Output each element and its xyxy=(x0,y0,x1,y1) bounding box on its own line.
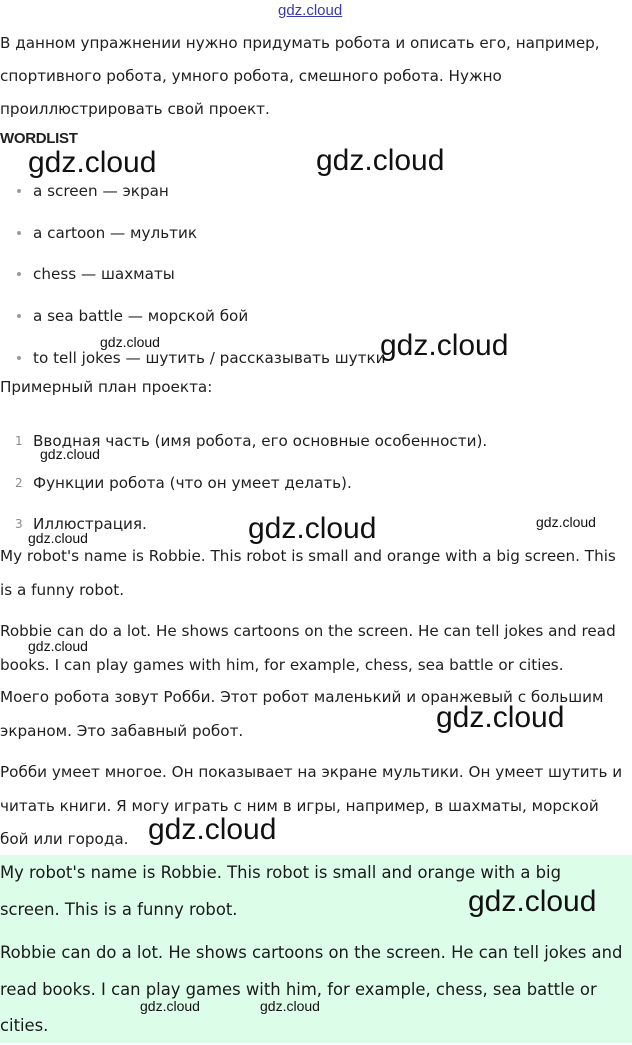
watermark: gdz.cloud xyxy=(468,885,597,918)
watermark: gdz.cloud xyxy=(148,813,277,846)
list-item: chess — шахматы xyxy=(0,253,386,295)
answer-paragraph-1: My robot's name is Robbie. This robot is small and orange with a big screen. This is a funny robot. xyxy=(0,863,562,919)
list-item: a sea battle — морской бой xyxy=(0,295,386,337)
task-intro: В данном упражнении нужно придумать робота и описать его, например, спортивного робота, умного робота, смешного робота. Нужно проиллюстрировать свой проект. xyxy=(0,34,600,118)
watermark: gdz.cloud xyxy=(40,446,100,462)
watermark: gdz.cloud xyxy=(436,701,565,734)
watermark: gdz.cloud xyxy=(28,146,157,179)
watermark: gdz.cloud xyxy=(260,998,320,1014)
watermark: gdz.cloud xyxy=(536,514,596,530)
answer-paragraph-2: Robbie can do a lot. He shows cartoons on the screen. He can tell jokes and read books. I can play games with him, for example, chess, sea battle or cities. xyxy=(0,943,623,1035)
wordlist-title: WORDLIST xyxy=(0,130,78,147)
watermark: gdz.cloud xyxy=(316,144,445,177)
watermark: gdz.cloud xyxy=(380,329,509,362)
list-item: a cartoon — мультик xyxy=(0,212,386,254)
list-item xyxy=(0,462,487,504)
list-number: 2 xyxy=(15,475,23,490)
paragraph-en-2: Robbie can do a lot. He shows cartoons on the screen. He can tell jokes and read books. I can play games with him, for example, chess, sea battle or cities. xyxy=(0,622,616,674)
watermark: gdz.cloud xyxy=(100,334,160,350)
wordlist xyxy=(0,170,386,378)
list-item-text: Вводная часть (имя робота, его основные особенности). xyxy=(33,432,488,450)
header-watermark-link[interactable]: gdz.cloud xyxy=(278,2,343,19)
watermark: gdz.cloud xyxy=(140,998,200,1014)
list-item: to tell jokes — шутить / рассказывать шутки xyxy=(0,337,386,379)
plan-list xyxy=(0,420,487,545)
list-number: 1 xyxy=(15,434,23,448)
plan-title: Примерный план проекта: xyxy=(0,378,213,396)
watermark: gdz.cloud xyxy=(248,512,377,545)
paragraph-ru-1: Моего робота зовут Робби. Этот робот маленький и оранжевый с большим экраном. Это забавный робот. xyxy=(0,688,604,740)
list-item: a screen — экран xyxy=(0,170,386,212)
paragraph-ru-2: Робби умеет многое. Он показывает на экране мультики. Он умеет шутить и читать книги. Я могу играть с ним в игры, например, в шахматы, морской бой или города. xyxy=(0,763,623,848)
list-item-text: Функции робота (что он умеет делать). xyxy=(33,473,352,492)
watermark: gdz.cloud xyxy=(28,530,88,546)
list-number: 3 xyxy=(15,517,23,532)
list-item-text: Иллюстрация. xyxy=(33,515,147,534)
paragraph-en-1: My robot's name is Robbie. This robot is small and orange with a big screen. This is a funny robot. xyxy=(0,547,616,599)
watermark: gdz.cloud xyxy=(28,638,88,654)
